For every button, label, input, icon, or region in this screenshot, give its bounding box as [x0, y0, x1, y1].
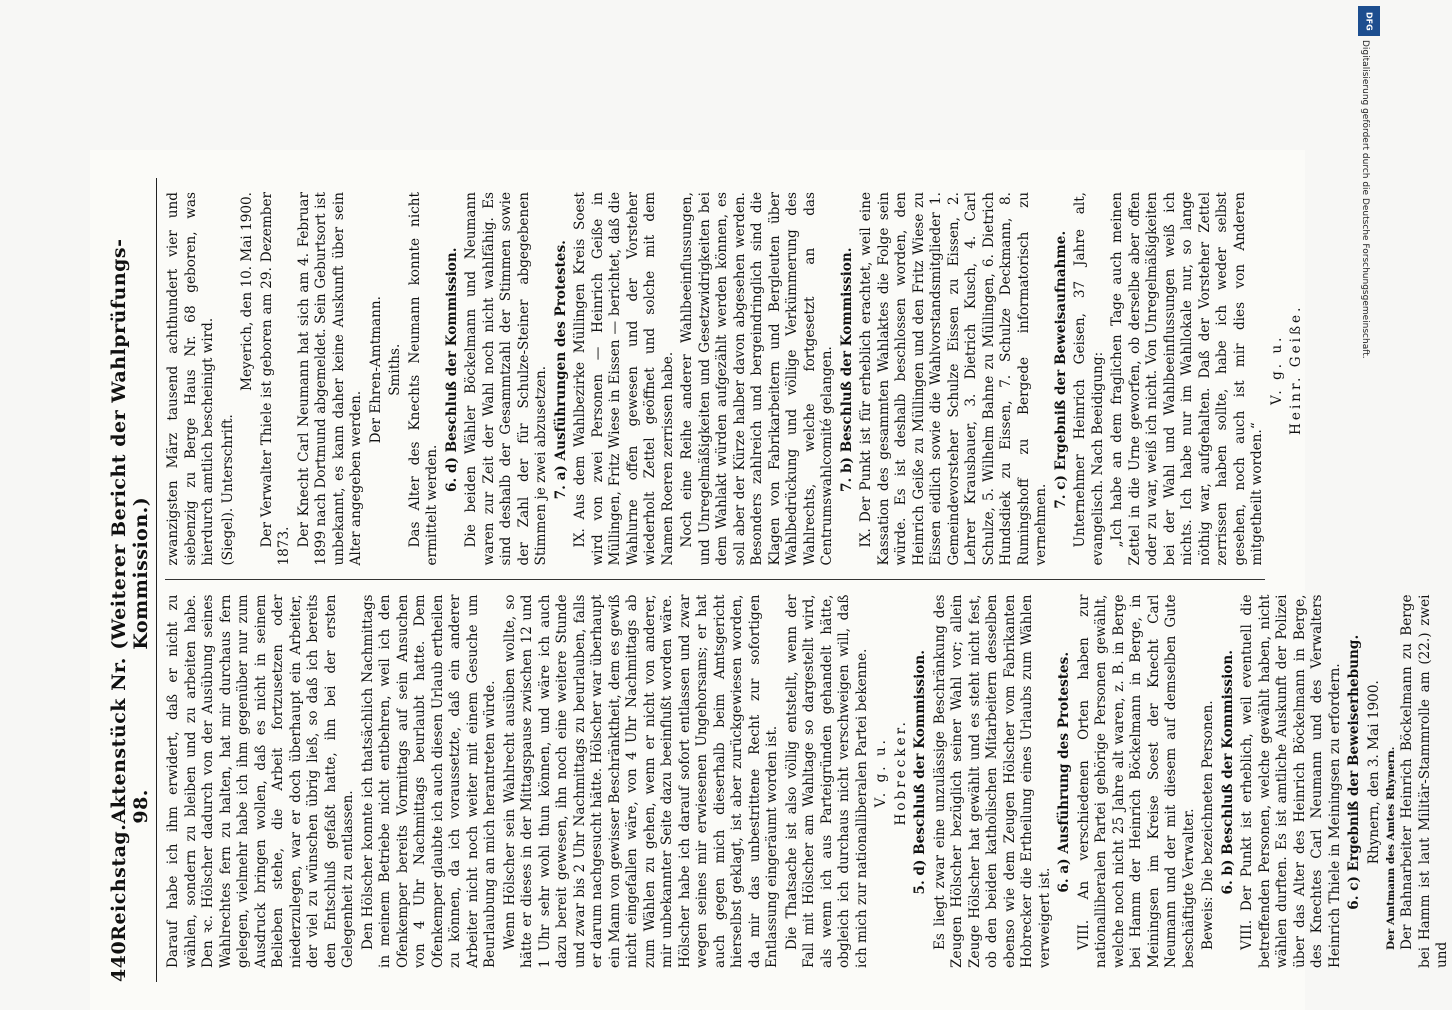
paragraph: zwanzigsten März tausend achthundert vier und siebenzig zu Berge Haus Nr. 68 geboren, was hierdurch amtlich bescheinigt wird. — [165, 192, 216, 566]
paragraph: Der Knecht Carl Neumann hat sich am 4. Februar 1899 nach Dortmund abgemeldet. Sein Geburtsort ist unbekannt, es kann daher keine Auskunft über sein Alter angegeben werden. — [295, 192, 364, 566]
section-heading: 7. a) Ausführungen des Protestes. — [552, 240, 569, 500]
section-heading: 6. a) Ausführung des Protestes. — [1056, 651, 1072, 893]
paragraph: Unternehmer Heinrich Geisen, 37 Jahre alt, evangelisch. Nach Beeidigung: — [1072, 192, 1106, 566]
paragraph: Der Bahnarbeiter Heinrich Böckelmann zu Berge bei Hamm ist laut Militär-Stammrolle am (22.) zwei und — [1399, 594, 1450, 968]
authority-label: Der Amtmann des Amtes Rhynern. — [1385, 746, 1397, 950]
paragraph: VIII. Der Punkt ist erheblich, weil eventuell die betreffenden Personen, welche gewählt haben, nicht wählen durften. Es ist amtliche Auskunft der Polizei über das Alter des Heinrich Böckelmann in Berge, des Knechtes Carl Neumann und des Verwalters Heinrich Thiele in Meiningsen zu erfordern. — [1239, 594, 1343, 968]
paragraph: Darauf habe ich ihm erwidert, daß er nicht zu wählen, sondern zu bleiben und zu arbeiten habe. Den ꝛc. Hölscher dadurch von der Ausübung seines Wahlrechtes fern zu halten, hat mir durchaus fern gelegen, vielmehr habe ich ihm gegenüber nur zum Ausdruck bringen wollen, daß es nicht in seinem Belieben stehe, die Arbeit fortzusetzen oder niederzulegen, war er doch überhaupt ein Arbeiter, der viel zu wünschen übrig ließ, so daß ich bereits den Entschluß gefaßt hatte, ihn bei der ersten Gelegenheit zu entlassen. — [165, 594, 356, 968]
page-subtitle: (Weiterer Bericht der Wahlprüfungs-Kommission.) — [108, 238, 152, 650]
signature-line: Hobrecker. — [892, 719, 909, 826]
paragraph: IX. Der Punkt ist für erheblich erachtet, weil eine Kassation des gesammten Wahlaktes die Folge sein würde. Es ist deshalb beschlossen worden, den Heinrich Geiße zu Müllingen und den Fritz Wiese zu Eissen eidlich sowie die Wahlvorstandsmitglieder 1. Gemeindevorsteher Schulze Eissen zu Eissen, 2. Lehrer Krausbauer, 3. Dietrich Kusch, 4. Carl Schulze, 5. Wilhelm Bahne zu Müllingen, 6. Dietrich Hundsdiek zu Eissen, 7. Schulze Deckmann, 8. Rumingshoff zu Bergede informatorisch zu vernehmen. — [858, 192, 1049, 566]
section-heading: 6. c) Ergebniß der Beweiserhebung. — [1346, 634, 1362, 910]
paragraph: Den Hölscher konnte ich thatsächlich Nachmittags in meinem Betriebe nicht entbehren, weil ich den Ofenkemper bereits Vormittags auf sein Ansuchen von 4 Uhr Nachmittags beurlaubt hatte. Dem Ofenkemper glaubte ich auch diesen Urlaub ertheilen zu können, da ich voraussetzte, daß ein anderer Arbeiter nicht noch weiter mit einem Gesuche um Beurlaubung an mich herantreten würde. — [359, 594, 498, 968]
page-number: 440 — [108, 940, 130, 982]
section-heading: 5. d) Beschluß der Kommission. — [912, 650, 928, 895]
dateline: Meyerich, den 10. Mai 1900. — [239, 192, 255, 391]
left-column — [165, 581, 1450, 983]
paragraph: VIII. An verschiedenen Orten haben zur nationalliberalen Partei gehörige Personen gewählt, welche noch nicht 25 Jahre alt waren, z. B. in Berge bei Hamm der Heinrich Böckelmann in Berge, in Meiningsen im Kreise Soest der Knecht Carl Neumann und der mit diesem auf demselben Gute beschäftigte Verwalter. — [1075, 594, 1197, 968]
section-heading: 6. d) Beschluß der Kommission. — [443, 247, 460, 492]
paragraph: „Ich habe an dem fraglichen Tage auch meinen Zettel in die Urne geworfen, ob derselbe aber offen oder zu war, weiß ich nicht. Von Unregelmäßigkeiten bei der Wahl und Wahlbeeinflussungen weiß ich nichts. Ich habe nur im Wahllokale nur, so lange nöthig war, aufgehalten. Daß der Vorsteher Zettel zerrissen haben sollte, habe ich weder selbst gesehen, noch auch ist mir dies von Anderen mitgetheilt worden.“ — [1109, 192, 1265, 566]
section-heading: 7. c) Ergebniß der Beweisaufnahme. — [1052, 230, 1069, 509]
paragraph: Es liegt zwar eine unzulässige Beschränkung des Zeugen Hölscher bezüglich seiner Wahl vor; allein Zeuge Hölscher hat gewählt und es steht nicht fest, ob den beiden katholischen Mitarbeitern desselben ebenso wie dem Zeugen Hölscher vom Fabrikanten Hobrecker die Ertheilung eines Urlaubs zum Wählen verweigert ist. — [931, 594, 1053, 968]
signature-line: V. g. u. — [873, 737, 889, 808]
page-title: Aktenstück Nr. 98. — [108, 657, 152, 824]
paragraph: Die Thatsache ist also völlig entstellt, wenn der Fall mit Hölscher am Wahltage so dargestellt wird, als wenn ich aus Parteigründen gehandelt hätte, obgleich ich durchaus nicht verschweigen will, daß ich mich zur nationalliberalen Partei bekenne. — [783, 594, 870, 968]
centered-line: Rhynern, den 3. Mai 1900. — [1365, 680, 1382, 865]
paragraph: IX. Aus dem Wahlbezirke Müllingen Kreis Soest wird von zwei Personen — Heinrich Geiße in Müllingen, Fritz Wiese in Eissen — berichtet, daß die Wahlurne offen gewesen und der Vorsteher wiederholt Zettel geöffnet und solche mit dem Namen Roeren zerrissen habe. — [572, 192, 676, 566]
paragraph: Noch eine Reihe anderer Wahlbeeinflussungen, und Unregelmäßigkeiten und Gesetzwidrigkeiten bei dem Wahlakt würden aufgezählt werden können, es soll aber der Kürze halber davon abgesehen werden. Besonders zahlreich und bergeindringlich sind die Klagen von Fabrikarbeitern und Bergleuten über Wahlbedrückung und völlige Verkümmerung des Wahlrechts, welche fortgesetzt an das Centrumswahlcomité gelangen. — [679, 192, 835, 566]
paragraph: Das Alter des Knechts Neumann konnte nicht ermittelt werden. — [406, 192, 440, 566]
section-heading: 6. b) Beschluß der Kommission. — [1219, 650, 1236, 895]
paragraph: Die beiden Wähler Böckelmann und Neumann waren zur Zeit der Wahl noch nicht wahlfähig. Es sind deshalb der Gesammtzahl der Stimmen sowie der Zahl der für Schulze-Steiner abgegebenen Stimmen je zwei abzusetzen. — [463, 192, 549, 566]
right-column — [165, 178, 1304, 581]
signature-line: Heinr. Geiße. — [1288, 304, 1304, 435]
digitization-note: Digitalisierung gefördert durch die Deutsche Forschungsgemeinschaft. — [1360, 40, 1370, 359]
paragraph: Beweis: Die bezeichneten Personen. — [1200, 700, 1216, 950]
dfg-logo: DFG — [1358, 6, 1380, 36]
centered-line: Smiths. — [387, 343, 403, 396]
signature-line: V. g. u. — [1268, 334, 1285, 406]
section-heading: 7. b) Beschluß der Kommission. — [838, 247, 855, 492]
centered-line: Der Ehren-Amtmann. — [367, 296, 384, 444]
paragraph: Wenn Hölscher sein Wahlrecht ausüben wollte, so hätte er dieses in der Mittagspause zwischen 12 und 1 Uhr sehr wohl thun können, und wäre ich auch dazu bereit gewesen, ihn noch eine weitere Stunde und zwar bis 2 Uhr Nachmittags zu beurlauben, falls er darum nachgesucht hätte. Hölscher war überhaupt ein Mann von gewisser Beschränktheit, dem es gewiß nicht eingefallen wäre, von 4 Uhr Nachmittags ab zum Wählen zu gehen, wenn er nicht von anderer, mir unbekannter Seite dazu beeinflußt worden wäre. Hölscher habe ich darauf sofort entlassen und zwar wegen seines mir erwiesenen Ungehorsams; er hat auch gegen mich dieserhalb beim Amtsgericht hierselbst geklagt, ist aber zurückgewiesen worden, da mir das unbestrittene Recht zur sofortigen Entlassung eingeräumt worden ist. — [501, 594, 780, 968]
paragraph: (Siegel). Unterschrift. — [219, 414, 236, 566]
page-header — [108, 178, 157, 982]
paragraph: Der Verwalter Thiele ist geboren am 29. Dezember 1873. — [258, 192, 292, 566]
header-left-label: Reichstag. — [108, 823, 130, 941]
